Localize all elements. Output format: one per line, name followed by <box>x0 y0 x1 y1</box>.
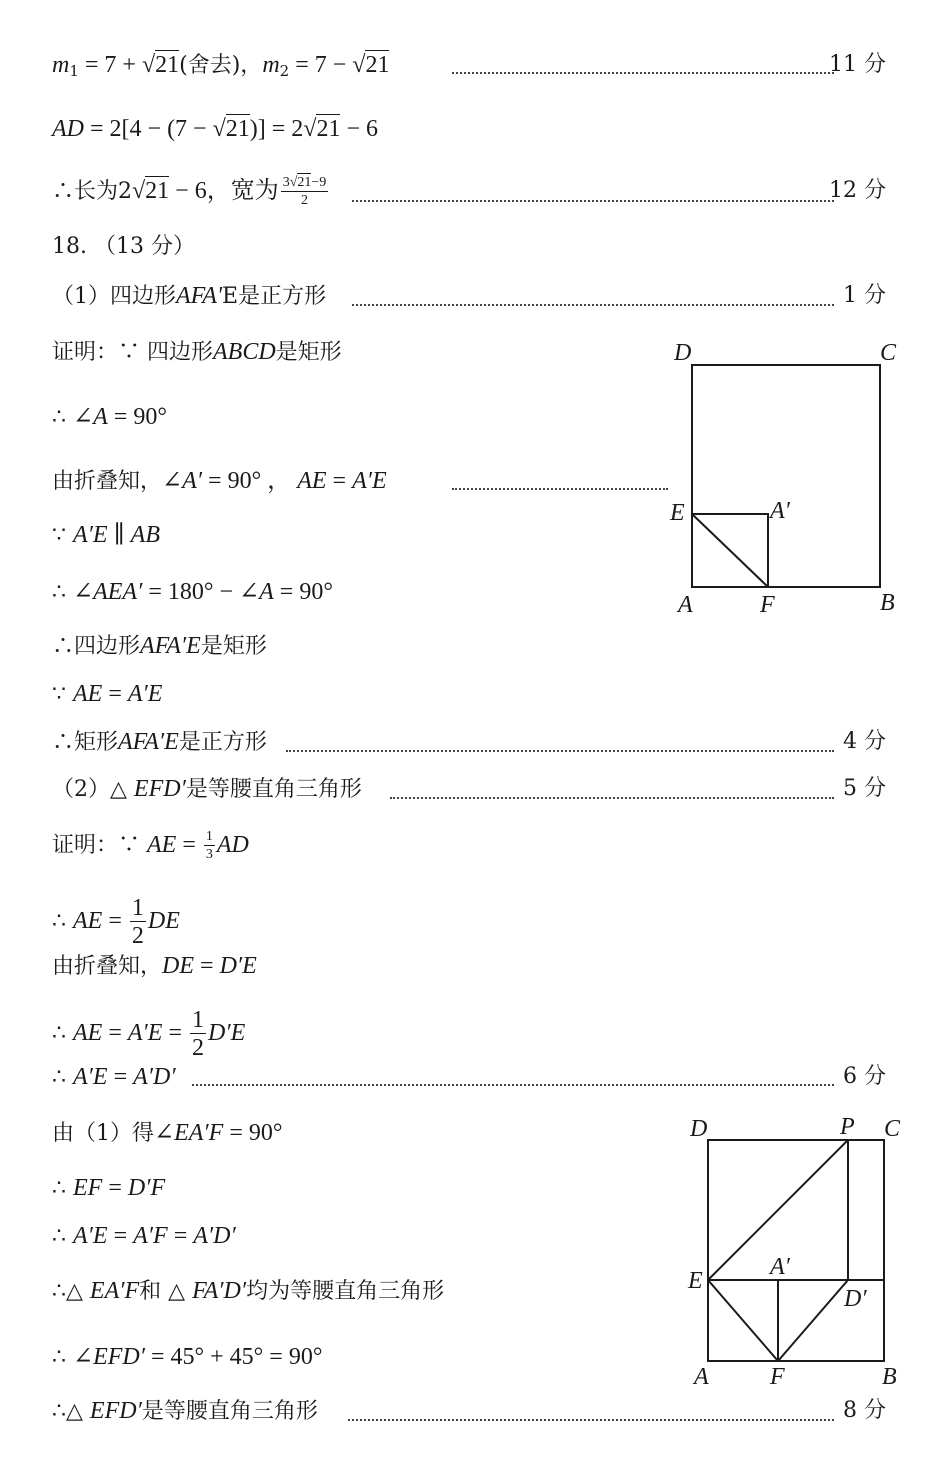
dotted-leader <box>192 1084 834 1086</box>
subscript: 2 <box>279 62 290 80</box>
proof-line: 由折叠知，DE = D′E <box>52 953 257 979</box>
segment-ef <box>708 1280 778 1361</box>
part2-claim: （2）△ EFD′是等腰直角三角形 <box>52 776 362 802</box>
segment-fd-prime <box>778 1280 848 1361</box>
dotted-leader <box>452 488 668 490</box>
score-label: 1 分 <box>843 283 886 308</box>
subscript: 1 <box>69 62 79 80</box>
score-label: 5 分 <box>843 776 886 801</box>
label-f: F <box>770 1364 785 1388</box>
score-label: 4 分 <box>843 729 886 754</box>
length-width-result: ∴长为2√21 − 6，宽为 $\frac{3√21-9}{2}$ <box>52 175 327 208</box>
proof-line: ∴ AE = A′E = $\frac{1}{2}$ D′E <box>52 1007 246 1061</box>
label-d: D <box>674 340 692 366</box>
proof-line: ∴四边形AFA′E是矩形 <box>52 633 267 659</box>
fraction: $\frac{1}{3}$ <box>205 829 213 862</box>
proof-line: 由（1）得∠EA′F = 90° <box>52 1120 283 1146</box>
proof-line: ∵ A′E ∥ AB <box>52 522 160 548</box>
label-a-prime: A′ <box>770 498 790 524</box>
label-a-prime: A′ <box>770 1254 790 1280</box>
proof-line: ∴矩形AFA′E是正方形 <box>52 729 267 755</box>
fraction: $\frac{1}{2}$ <box>131 895 144 949</box>
proof-line: ∴ ∠AEA′ = 180° − ∠A = 90° <box>52 579 333 605</box>
label-p: P <box>840 1114 855 1140</box>
text: (舍去)， <box>179 53 263 78</box>
label-e: E <box>670 500 685 526</box>
proof-line: ∴ AE = $\frac{1}{2}$ DE <box>52 895 180 949</box>
proof-line: 证明：∵ AE = $\frac{1}{3}$ AD <box>52 829 249 862</box>
part1-claim: （1）四边形AFA'E是正方形 <box>52 283 327 309</box>
fraction: $\frac{3√21-9}{2}$ <box>282 175 327 208</box>
rect-abcd <box>708 1140 884 1361</box>
rect-abcd <box>692 365 880 587</box>
radicand: 21 <box>145 178 170 204</box>
radicand: 21 <box>365 52 390 78</box>
label-b: B <box>880 590 895 616</box>
label-b: B <box>882 1364 897 1388</box>
math-text: = 7 + <box>78 52 142 78</box>
proof-line: ∴ A′E = A′D′ <box>52 1064 176 1090</box>
label-c: C <box>880 340 897 366</box>
math-var: m <box>262 52 280 78</box>
dotted-leader <box>348 1419 834 1421</box>
dotted-leader <box>352 304 834 306</box>
equation-ad: AD = 2[4 − (7 − √21)] = 2√21 − 6 <box>52 116 379 142</box>
math-text: = 2[4 − (7 − <box>84 116 213 142</box>
equation-m-values: $m_1 = 7 + √21$(舍去)，$m_2 = 7 - √21$ <box>52 52 390 80</box>
segment-ef <box>692 514 768 587</box>
dotted-leader <box>352 200 834 202</box>
proof-line: 证明：∵ 四边形ABCD是矩形 <box>52 339 342 365</box>
proof-line: ∴△ EFD′是等腰直角三角形 <box>52 1398 318 1424</box>
radicand: 21 <box>155 52 180 78</box>
math-text: = 7 − <box>289 52 353 78</box>
label-e: E <box>688 1268 703 1294</box>
label-d: D <box>690 1116 708 1142</box>
math-var: AD <box>52 116 84 142</box>
proof-line: ∴ A′E = A′F = A′D′ <box>52 1223 236 1249</box>
question-heading: 18. （13 分） <box>52 234 195 259</box>
label-c: C <box>884 1116 901 1142</box>
label-a: A <box>694 1364 709 1388</box>
dotted-leader <box>452 72 834 74</box>
score-label: 6 分 <box>843 1064 886 1089</box>
math-text: − 6 <box>340 116 379 142</box>
proof-line: ∴△ EA′F和 △ FA′D′均为等腰直角三角形 <box>52 1278 445 1304</box>
dotted-leader <box>286 750 834 752</box>
proof-line: 由折叠知，∠A′ = 90° ， AE = A′E <box>52 468 387 494</box>
figure-1-square-fold <box>660 330 920 630</box>
math-var: m <box>52 52 70 78</box>
proof-line: ∴ EF = D′F <box>52 1175 166 1201</box>
text: − 6，宽为 <box>169 178 279 204</box>
score-label: 12 分 <box>829 178 886 203</box>
label-f: F <box>760 592 775 618</box>
text: ∴长为2 <box>52 179 132 204</box>
label-d-prime: D′ <box>844 1286 867 1312</box>
label-a: A <box>678 592 693 618</box>
proof-line: ∴ ∠A = 90° <box>52 404 167 430</box>
dotted-leader <box>390 797 834 799</box>
proof-line: ∴ ∠EFD′ = 45° + 45° = 90° <box>52 1344 323 1370</box>
proof-line: ∵ AE = A′E <box>52 681 163 707</box>
radicand: 21 <box>225 116 250 142</box>
math-text: )] = 2 <box>249 116 304 142</box>
radicand: 21 <box>316 116 341 142</box>
score-label: 8 分 <box>843 1398 886 1423</box>
fraction: $\frac{1}{2}$ <box>192 1007 204 1061</box>
figure-2-fold-diagram <box>670 1108 920 1388</box>
score-label: 11 分 <box>829 52 886 77</box>
